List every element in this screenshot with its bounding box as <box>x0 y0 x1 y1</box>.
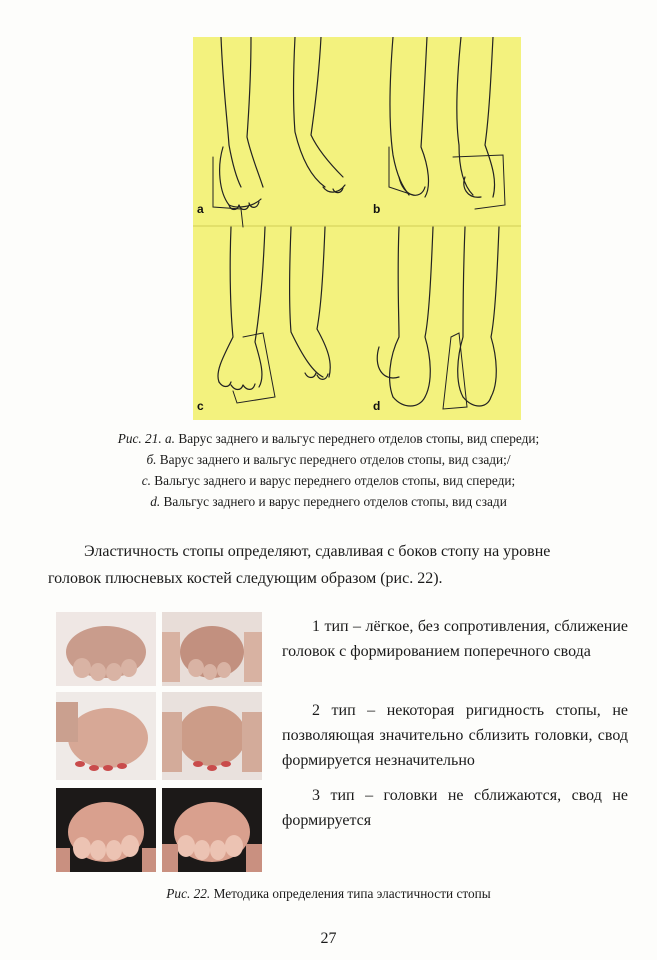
foot-drawings <box>193 37 521 420</box>
caption-line-b <box>0 449 657 470</box>
photo-type3-right <box>162 788 262 872</box>
caption-text-a: Варус заднего и вальгус переднего отделов стопы, вид спереди; <box>175 431 540 446</box>
caption-line-d <box>0 491 657 512</box>
figure-21 <box>193 37 521 420</box>
type-1-description: 1 тип – лёгкое, без сопротивления, сближение головок с формированием поперечного свода <box>282 618 628 660</box>
photo-type1-right <box>162 612 262 686</box>
paragraph-line-1: Эластичность стопы определяют, сдавливая с боков стопу на уровне <box>84 543 551 560</box>
type-2-description: 2 тип – некоторая ригидность стопы, не позволяющая значительно сблизить головки, свод формируется незначительно <box>282 702 628 769</box>
caption-prefix: Рис. 21. <box>117 431 166 446</box>
caption-marker-b: б. <box>146 452 157 467</box>
paragraph-line-2: головок плюсневых костей следующим образом (рис. 22). <box>48 570 443 587</box>
page-number: 27 <box>320 930 337 947</box>
caption-marker-a: a. <box>165 431 175 446</box>
figure-22-caption-text: Методика определения типа эластичности стопы <box>210 886 491 901</box>
photo-type3-left <box>56 788 156 872</box>
caption-marker-c: c. <box>141 473 151 488</box>
caption-text-b: Варус заднего и вальгус переднего отделов стопы, вид сзади;/ <box>156 452 511 467</box>
photo-type1-left <box>56 612 156 686</box>
caption-text-d: Вальгус заднего и варус переднего отделов стопы, вид сзади <box>160 494 507 509</box>
panel-label-b: b <box>373 202 381 216</box>
figure-22-caption <box>0 883 657 904</box>
caption-text-c: Вальгус заднего и варус переднего отделов стопы, вид спереди; <box>150 473 516 488</box>
panel-label-d: d <box>373 399 381 413</box>
figure-22-caption-prefix: Рис. 22. <box>166 886 211 901</box>
photo-type2-right <box>162 692 262 780</box>
caption-line-a <box>0 428 657 449</box>
caption-marker-d: d. <box>150 494 161 509</box>
caption-line-c <box>0 470 657 491</box>
type-3-description: 3 тип – головки не сближаются, свод не формируется <box>282 787 628 829</box>
panel-label-a: a <box>197 202 204 216</box>
panel-label-c: c <box>197 399 204 413</box>
photo-type2-left <box>56 692 156 780</box>
figure-21-caption <box>0 428 657 512</box>
